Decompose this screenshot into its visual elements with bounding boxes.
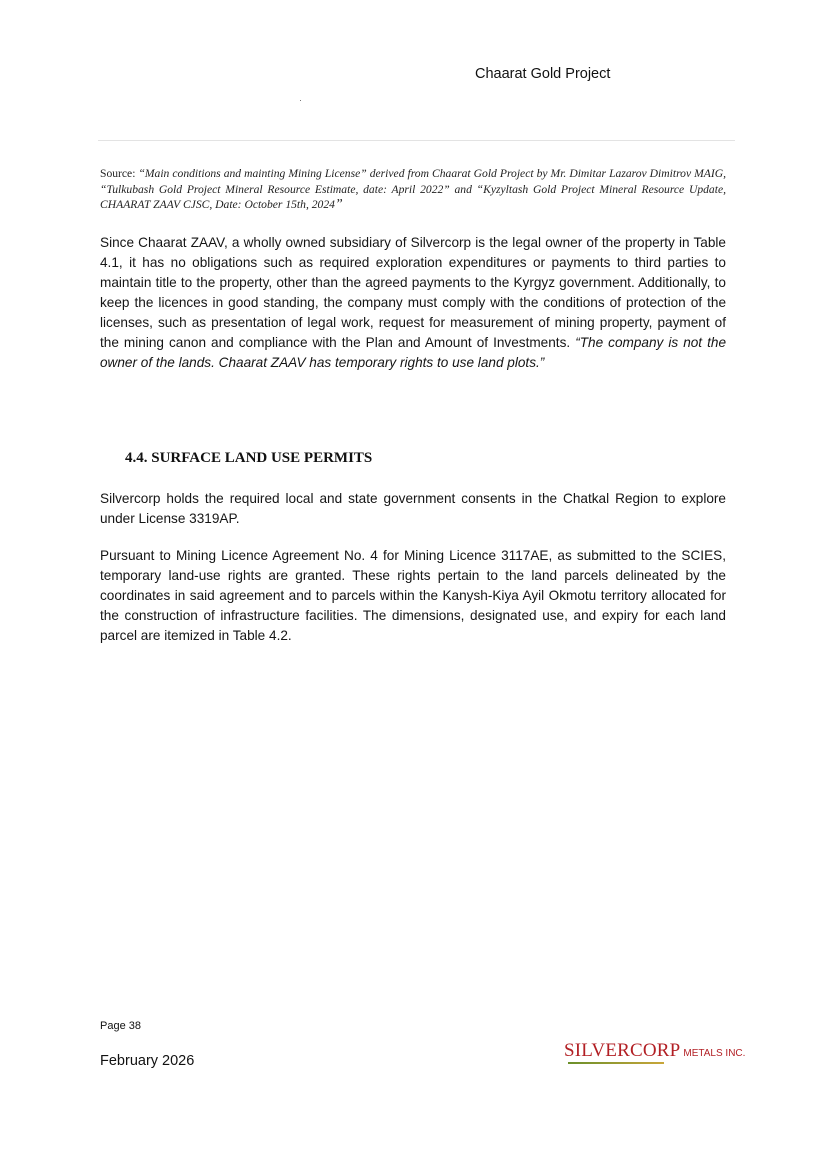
source-citation: “Main conditions and mainting Mining License” derived from Chaarat Gold Project by Mr. Dimitar Lazarov Dimitrov MAIG, “Tulkubash Gold Project Mineral Resource Estimate, date: April 2022” and “Kyzyltash Gold Project Mineral Resource Update, CHAARAT ZAAV CJSC, Date: October 15th, 2024 xyxy=(100,167,726,211)
section-heading: 4.4. SURFACE LAND USE PERMITS xyxy=(125,450,373,466)
paragraph-consents: Silvercorp holds the required local and state government consents in the Chatkal Region to explore under License 3319AP. xyxy=(100,491,726,526)
footer-date: February 2026 xyxy=(100,1053,195,1069)
logo-underline xyxy=(568,1062,664,1064)
running-header-title: Chaarat Gold Project xyxy=(475,66,611,82)
logo-subtitle: METALS INC. xyxy=(683,1048,746,1059)
header-mark xyxy=(300,100,301,101)
paragraph-ownership xyxy=(100,233,726,373)
logo-wordmark: SILVERCORP xyxy=(564,1040,681,1061)
source-closing-quote: ” xyxy=(334,197,343,212)
paragraph-ownership-quote: “The company is not the owner of the lands. Chaarat ZAAV has temporary rights to use land plots.” xyxy=(100,335,727,370)
paragraph-land-use-rights: Pursuant to Mining Licence Agreement No. 4 for Mining Licence 3117AE, as submitted to the SCIES, temporary land-use rights are granted. These rights pertain to the land parcels delineated by the coordinates in said agreement and to parcels within the Kanysh-Kiya Ayil Okmotu territory allocated for the construction of infrastructure facilities. The dimensions, designated use, and expiry for each land parcel are itemized in Table 4.2. xyxy=(100,548,726,643)
header-divider xyxy=(98,140,735,141)
silvercorp-logo xyxy=(564,1040,745,1062)
source-note xyxy=(100,166,726,213)
source-label: Source: xyxy=(100,167,139,180)
page-number: Page 38 xyxy=(100,1020,141,1032)
paragraph-ownership-text: Since Chaarat ZAAV, a wholly owned subsidiary of Silvercorp is the legal owner of the property in Table 4.1, it has no obligations such as required exploration expenditures or payments to third parties to maintain title to the property, other than the agreed payments to the Kyrgyz government. Additionally, to keep the licences in good standing, the company must comply with the conditions of protection of the licenses, such as presentation of legal work, request for measurement of mining property, payment of the mining canon and compliance with the Plan and Amount of Investments. xyxy=(100,235,726,350)
